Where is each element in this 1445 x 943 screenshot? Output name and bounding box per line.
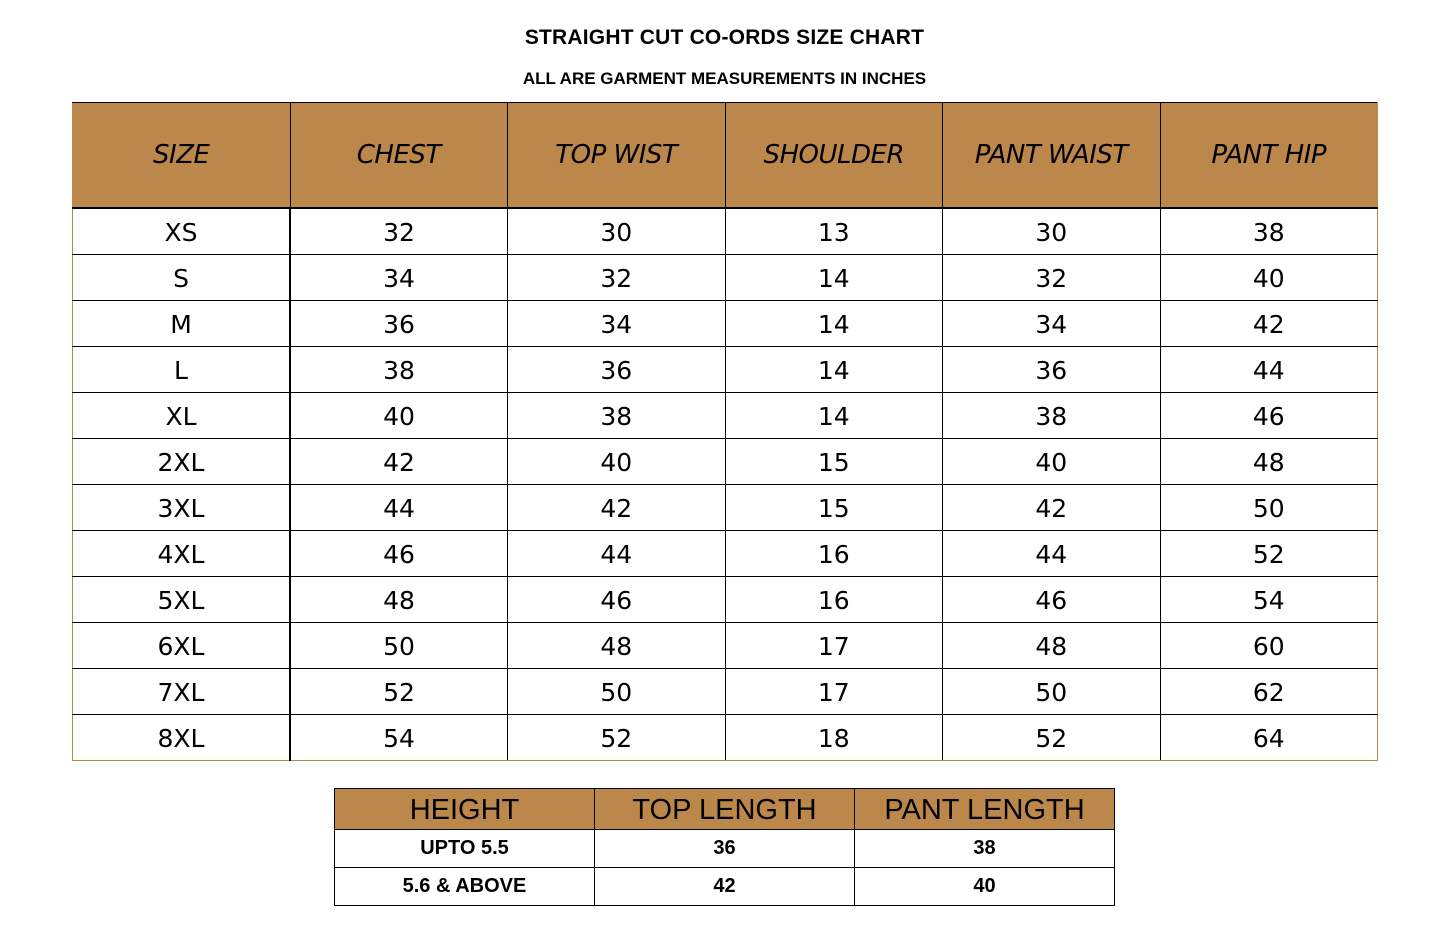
table-cell: 38 — [943, 393, 1161, 439]
table-row — [73, 439, 1378, 485]
size-cell: 6XL — [73, 623, 291, 669]
table-cell: 16 — [725, 531, 943, 577]
table-cell: 52 — [1160, 531, 1378, 577]
table-cell: 54 — [1160, 577, 1378, 623]
table-cell: 15 — [725, 485, 943, 531]
table-cell: UPTO 5.5 — [335, 830, 595, 868]
height-table-header-row — [335, 789, 1115, 830]
table-cell: 36 — [290, 301, 508, 347]
size-table-body — [73, 208, 1378, 761]
table-cell: 14 — [725, 255, 943, 301]
table-cell: 50 — [943, 669, 1161, 715]
table-row — [73, 531, 1378, 577]
table-cell: 40 — [508, 439, 726, 485]
table-cell: 48 — [290, 577, 508, 623]
table-cell: 44 — [1160, 347, 1378, 393]
size-cell: 3XL — [73, 485, 291, 531]
table-cell: 36 — [943, 347, 1161, 393]
table-cell: 18 — [725, 715, 943, 761]
size-cell: 7XL — [73, 669, 291, 715]
table-cell: 16 — [725, 577, 943, 623]
table-cell: 64 — [1160, 715, 1378, 761]
table-cell: 38 — [290, 347, 508, 393]
table-cell: 13 — [725, 208, 943, 255]
table-cell: 32 — [508, 255, 726, 301]
table-cell: 38 — [1160, 208, 1378, 255]
table-cell: 30 — [508, 208, 726, 255]
table-row — [335, 868, 1115, 906]
table-cell: 40 — [943, 439, 1161, 485]
table-cell: 15 — [725, 439, 943, 485]
table-cell: 44 — [290, 485, 508, 531]
table-cell: 50 — [290, 623, 508, 669]
table-cell: 52 — [290, 669, 508, 715]
table-row — [73, 255, 1378, 301]
table-cell: 34 — [508, 301, 726, 347]
height-table-body — [335, 830, 1115, 906]
size-cell: M — [73, 301, 291, 347]
table-cell: 36 — [595, 830, 855, 868]
column-header-pant-waist: PANT WAIST — [943, 103, 1161, 209]
table-cell: 5.6 & ABOVE — [335, 868, 595, 906]
table-cell: 14 — [725, 393, 943, 439]
table-row — [73, 301, 1378, 347]
size-cell: 5XL — [73, 577, 291, 623]
table-cell: 40 — [290, 393, 508, 439]
size-chart-table — [72, 102, 1378, 761]
size-cell: S — [73, 255, 291, 301]
table-row — [73, 577, 1378, 623]
table-cell: 40 — [1160, 255, 1378, 301]
table-cell: 34 — [943, 301, 1161, 347]
table-cell: 44 — [943, 531, 1161, 577]
table-cell: 34 — [290, 255, 508, 301]
table-row — [73, 715, 1378, 761]
table-cell: 54 — [290, 715, 508, 761]
table-cell: 46 — [943, 577, 1161, 623]
table-row — [73, 208, 1378, 255]
table-cell: 32 — [290, 208, 508, 255]
table-cell: 50 — [1160, 485, 1378, 531]
column-header-top-wist: TOP WIST — [508, 103, 726, 209]
size-cell: XS — [73, 208, 291, 255]
table-cell: 14 — [725, 347, 943, 393]
table-cell: 52 — [943, 715, 1161, 761]
table-cell: 40 — [855, 868, 1115, 906]
table-row — [73, 347, 1378, 393]
size-cell: XL — [73, 393, 291, 439]
table-cell: 42 — [508, 485, 726, 531]
size-cell: 8XL — [73, 715, 291, 761]
column-header-pant-hip: PANT HIP — [1160, 103, 1378, 209]
table-cell: 46 — [290, 531, 508, 577]
table-cell: 17 — [725, 669, 943, 715]
table-cell: 48 — [1160, 439, 1378, 485]
table-cell: 60 — [1160, 623, 1378, 669]
table-row — [73, 669, 1378, 715]
column-header-top-length: TOP LENGTH — [595, 789, 855, 830]
table-cell: 36 — [508, 347, 726, 393]
column-header-size: SIZE — [73, 103, 291, 209]
table-cell: 42 — [595, 868, 855, 906]
size-cell: 2XL — [73, 439, 291, 485]
table-cell: 38 — [855, 830, 1115, 868]
height-length-table — [334, 788, 1115, 906]
column-header-height: HEIGHT — [335, 789, 595, 830]
table-cell: 52 — [508, 715, 726, 761]
column-header-shoulder: SHOULDER — [725, 103, 943, 209]
table-cell: 30 — [943, 208, 1161, 255]
table-cell: 44 — [508, 531, 726, 577]
table-row — [73, 623, 1378, 669]
table-row — [335, 830, 1115, 868]
table-cell: 14 — [725, 301, 943, 347]
table-cell: 42 — [290, 439, 508, 485]
table-cell: 38 — [508, 393, 726, 439]
size-cell: L — [73, 347, 291, 393]
size-table-header-row — [73, 103, 1378, 209]
column-header-pant-length: PANT LENGTH — [855, 789, 1115, 830]
table-cell: 32 — [943, 255, 1161, 301]
table-cell: 62 — [1160, 669, 1378, 715]
size-cell: 4XL — [73, 531, 291, 577]
table-cell: 50 — [508, 669, 726, 715]
table-cell: 46 — [508, 577, 726, 623]
table-cell: 48 — [943, 623, 1161, 669]
table-row — [73, 393, 1378, 439]
column-header-chest: CHEST — [290, 103, 508, 209]
table-cell: 17 — [725, 623, 943, 669]
table-row — [73, 485, 1378, 531]
table-cell: 48 — [508, 623, 726, 669]
table-cell: 46 — [1160, 393, 1378, 439]
page-title: STRAIGHT CUT CO-ORDS SIZE CHART — [524, 26, 925, 49]
table-cell: 42 — [1160, 301, 1378, 347]
page-subtitle: ALL ARE GARMENT MEASUREMENTS IN INCHES — [522, 69, 927, 88]
table-cell: 42 — [943, 485, 1161, 531]
